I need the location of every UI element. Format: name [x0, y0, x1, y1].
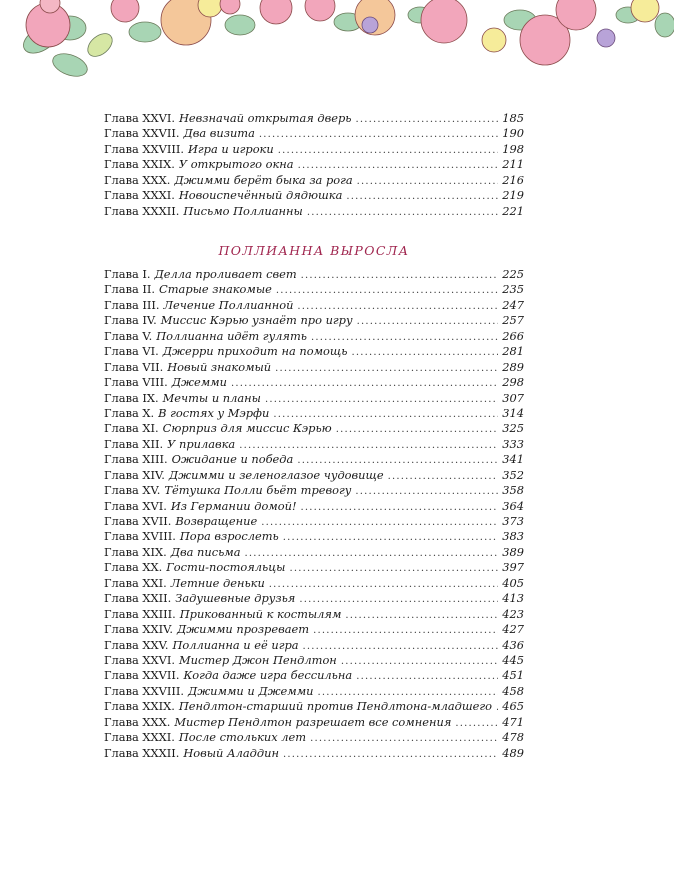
chapter-label: Глава III.	[104, 297, 160, 312]
chapter-title: Делла проливает свет	[154, 267, 297, 281]
toc-row[interactable]	[104, 111, 524, 126]
leader-dots	[231, 376, 498, 391]
leader-dots	[388, 469, 499, 484]
page-number: 465	[502, 699, 524, 714]
toc-row[interactable]	[104, 730, 524, 745]
leader-dots	[301, 500, 499, 515]
toc-row[interactable]	[104, 560, 524, 575]
toc-row[interactable]	[104, 529, 524, 544]
page-number: 423	[502, 606, 524, 621]
page-number: 314	[502, 405, 524, 420]
leader-dots	[299, 592, 498, 607]
chapter-label: Глава XI.	[104, 421, 159, 436]
page-number: 383	[502, 529, 524, 544]
leader-dots	[357, 174, 499, 189]
leader-dots	[307, 205, 498, 220]
leader-dots	[336, 422, 499, 437]
chapter-title: Миссис Кэрью узнаёт про игру	[160, 313, 353, 328]
page-number: 333	[502, 436, 524, 451]
toc-section-1	[104, 111, 524, 219]
page-number: 219	[502, 188, 524, 203]
chapter-label: Глава XXXII.	[104, 203, 180, 218]
chapter-title: Игра и игроки	[187, 141, 274, 156]
leader-dots	[259, 127, 498, 142]
toc-row[interactable]	[104, 173, 524, 188]
leader-dots	[265, 392, 498, 407]
page-number: 325	[502, 421, 524, 436]
chapter-label: Глава XXX.	[104, 172, 171, 187]
chapter-title: Тётушка Полли бьёт тревогу	[164, 483, 352, 498]
page-number: 358	[502, 483, 524, 498]
toc-row[interactable]	[104, 437, 524, 452]
page-number: 352	[502, 467, 524, 482]
toc-row[interactable]	[104, 406, 524, 421]
chapter-title: Джимми и Джемми	[187, 683, 314, 698]
chapter-label: Глава XVII.	[104, 514, 172, 528]
page-number: 341	[502, 452, 524, 467]
chapter-label: Глава XXI.	[104, 575, 167, 590]
toc-row[interactable]	[104, 545, 524, 560]
leader-dots	[239, 438, 498, 453]
chapter-label: Глава XXIX.	[104, 157, 175, 172]
chapter-title: Джимми берёт быка за рога	[174, 172, 353, 187]
chapter-label: Глава XXVI.	[104, 652, 175, 667]
page-number: 266	[502, 328, 524, 343]
toc-row[interactable]	[104, 699, 524, 714]
chapter-title: Лечение Поллианной	[163, 297, 294, 312]
toc-row[interactable]	[104, 499, 524, 514]
chapter-title: Гости-постояльцы	[166, 560, 286, 575]
toc-row[interactable]	[104, 468, 524, 483]
toc-row[interactable]	[104, 668, 524, 683]
chapter-title: Ожидание и победа	[171, 452, 294, 467]
chapter-label: Глава XXVIII.	[104, 141, 184, 156]
chapter-title: У открытого окна	[178, 157, 294, 172]
page-number: 235	[502, 282, 524, 297]
chapter-label: Глава I.	[104, 267, 151, 281]
toc-section-2	[104, 267, 524, 761]
chapter-title: Возвращение	[175, 514, 258, 528]
leader-dots	[311, 330, 498, 345]
chapter-title: Поллианна и её игра	[172, 637, 299, 652]
page-number: 489	[502, 745, 524, 760]
leader-dots	[245, 546, 499, 561]
chapter-title: Новоиспечённый дядюшка	[178, 188, 343, 203]
toc-row[interactable]	[104, 375, 524, 390]
chapter-title: Пора взрослеть	[179, 529, 279, 544]
page-number: 307	[502, 390, 524, 405]
toc-row[interactable]	[104, 313, 524, 328]
rose-garland-decoration	[0, 0, 674, 80]
toc-row[interactable]	[104, 622, 524, 637]
leader-dots	[261, 515, 498, 530]
toc-row[interactable]	[104, 653, 524, 668]
leader-dots	[283, 747, 498, 762]
chapter-label: Глава XVI.	[104, 498, 167, 513]
toc-row[interactable]	[104, 514, 524, 529]
toc-row[interactable]	[104, 188, 524, 203]
chapter-title: Новый знакомый	[167, 359, 272, 374]
chapter-title: После стольких лет	[178, 730, 307, 745]
chapter-label: Глава XIX.	[104, 544, 167, 559]
chapter-title: Поллианна идёт гулять	[156, 328, 307, 343]
leader-dots	[318, 685, 499, 700]
chapter-title: Прикованный к костылям	[179, 606, 342, 621]
chapter-title: Два визита	[183, 126, 255, 141]
chapter-title: У прилавка	[167, 436, 236, 451]
leader-dots	[297, 453, 498, 468]
page-number: 427	[502, 622, 524, 637]
chapter-label: Глава XXVII.	[104, 126, 180, 141]
leader-dots	[303, 639, 499, 654]
page-number: 397	[502, 560, 524, 575]
toc-row[interactable]	[104, 204, 524, 219]
leader-dots	[356, 669, 498, 684]
leader-dots	[313, 623, 498, 638]
page-number: 257	[502, 313, 524, 328]
chapter-title: Мистер Джон Пендлтон	[178, 652, 337, 667]
chapter-label: Глава XXVIII.	[104, 683, 184, 698]
leader-dots	[298, 158, 499, 173]
chapter-title: Невзначай открытая дверь	[178, 111, 352, 125]
chapter-label: Глава XXX.	[104, 714, 171, 729]
chapter-label: Глава IV.	[104, 313, 157, 328]
chapter-label: Глава XII.	[104, 436, 164, 451]
toc-row[interactable]	[104, 344, 524, 359]
page-number: 216	[502, 172, 524, 187]
toc-row[interactable]	[104, 282, 524, 297]
page-number: 364	[502, 498, 524, 513]
page-number: 405	[502, 575, 524, 590]
chapter-label: Глава XIII.	[104, 452, 168, 467]
page-number: 247	[502, 297, 524, 312]
chapter-label: Глава II.	[104, 282, 156, 297]
chapter-label: Глава XIV.	[104, 467, 165, 482]
page-number: 458	[502, 683, 524, 698]
toc-row[interactable]	[104, 267, 524, 282]
page-number: 211	[502, 157, 524, 172]
page-number: 445	[502, 652, 524, 667]
page-number: 413	[502, 591, 524, 606]
chapter-title: Джимми прозревает	[176, 622, 310, 637]
toc-row[interactable]	[104, 483, 524, 498]
toc-row[interactable]	[104, 391, 524, 406]
toc-row[interactable]	[104, 684, 524, 699]
page-number: 289	[502, 359, 524, 374]
page-number: 436	[502, 637, 524, 652]
chapter-title: Сюрприз для миссис Кэрью	[162, 421, 332, 436]
roses	[26, 0, 659, 65]
leader-dots	[357, 314, 499, 329]
chapter-label: Глава XXII.	[104, 591, 172, 606]
page-number: 451	[502, 668, 524, 683]
section-heading: ПОЛЛИАННА ВЫРОСЛА	[218, 243, 410, 258]
toc-row[interactable]	[104, 591, 524, 606]
leader-dots	[345, 608, 498, 623]
chapter-title: Два письма	[170, 544, 241, 559]
chapter-label: Глава VIII.	[104, 375, 168, 390]
chapter-label: Глава XXXI.	[104, 730, 175, 745]
chapter-title: В гостях у Мэрфи	[158, 405, 270, 420]
page-number: 190	[502, 126, 524, 141]
chapter-label: Глава XXXII.	[104, 745, 180, 760]
chapter-label: Глава V.	[104, 328, 153, 343]
chapter-label: Глава VI.	[104, 344, 159, 359]
toc-row[interactable]	[104, 607, 524, 622]
toc-row[interactable]	[104, 157, 524, 172]
toc-row[interactable]	[104, 126, 524, 141]
chapter-title: Летние деньки	[170, 575, 265, 590]
chapter-title: Мечты и планы	[162, 390, 261, 405]
toc-row[interactable]	[104, 452, 524, 467]
chapter-label: Глава XXIV.	[104, 622, 173, 637]
page-number: 225	[502, 267, 524, 281]
chapter-label: Глава VII.	[104, 359, 164, 374]
chapter-label: Глава IX.	[104, 390, 159, 405]
toc-row[interactable]	[104, 746, 524, 761]
leader-dots	[496, 700, 498, 715]
leader-dots	[275, 361, 498, 376]
page-number: 373	[502, 514, 524, 528]
chapter-label: Глава XXIX.	[104, 699, 175, 714]
page-number: 478	[502, 730, 524, 745]
leader-dots	[341, 654, 498, 669]
leader-dots	[310, 731, 498, 746]
leader-dots	[273, 407, 498, 422]
leader-dots	[301, 268, 499, 283]
chapter-label: Глава XXV.	[104, 637, 169, 652]
chapter-label: Глава XX.	[104, 560, 163, 575]
page-number: 185	[502, 111, 524, 125]
chapter-label: Глава X.	[104, 405, 155, 420]
page-number: 221	[502, 203, 524, 218]
chapter-title: Пендлтон-старший против Пендлтона-младшего	[178, 699, 493, 714]
chapter-title: Старые знакомые	[159, 282, 272, 297]
toc-row[interactable]	[104, 421, 524, 436]
chapter-label: Глава XV.	[104, 483, 161, 498]
chapter-label: Глава XVIII.	[104, 529, 176, 544]
chapter-label: Глава XXVI.	[104, 111, 175, 125]
leader-dots	[355, 112, 498, 127]
toc-row[interactable]	[104, 298, 524, 313]
leader-dots	[269, 577, 498, 592]
chapter-title: Джерри приходит на помощь	[162, 344, 348, 359]
leader-dots	[276, 283, 498, 298]
toc-row[interactable]	[104, 638, 524, 653]
chapter-label: Глава XXVII.	[104, 668, 180, 683]
page-number: 389	[502, 544, 524, 559]
leader-dots	[283, 530, 499, 545]
toc-row[interactable]	[104, 576, 524, 591]
chapter-title: Джимми и зеленоглазое чудовище	[168, 467, 384, 482]
chapter-label: Глава XXXI.	[104, 188, 175, 203]
toc-row[interactable]	[104, 715, 524, 730]
chapter-label: Глава XXIII.	[104, 606, 176, 621]
chapter-title: Когда даже игра бессильна	[183, 668, 353, 683]
page-number: 298	[502, 375, 524, 390]
chapter-title: Из Германии домой!	[170, 498, 297, 513]
leader-dots	[355, 484, 498, 499]
leader-dots	[346, 189, 498, 204]
page-number: 471	[502, 714, 524, 729]
leader-dots	[289, 561, 498, 576]
chapter-title: Письмо Поллианны	[183, 203, 303, 218]
chapter-title: Новый Аладдин	[183, 745, 279, 760]
toc-row[interactable]	[104, 142, 524, 157]
chapter-title: Задушевные друзья	[175, 591, 296, 606]
leader-dots	[278, 143, 499, 158]
toc-row[interactable]	[104, 329, 524, 344]
chapter-title: Мистер Пендлтон разрешает все сомнения	[174, 714, 452, 729]
chapter-title: Джемми	[171, 375, 227, 390]
leader-dots	[455, 716, 498, 731]
page-number: 198	[502, 141, 524, 156]
toc-row[interactable]	[104, 360, 524, 375]
leader-dots	[351, 345, 498, 360]
page-number: 281	[502, 344, 524, 359]
leader-dots	[297, 299, 498, 314]
